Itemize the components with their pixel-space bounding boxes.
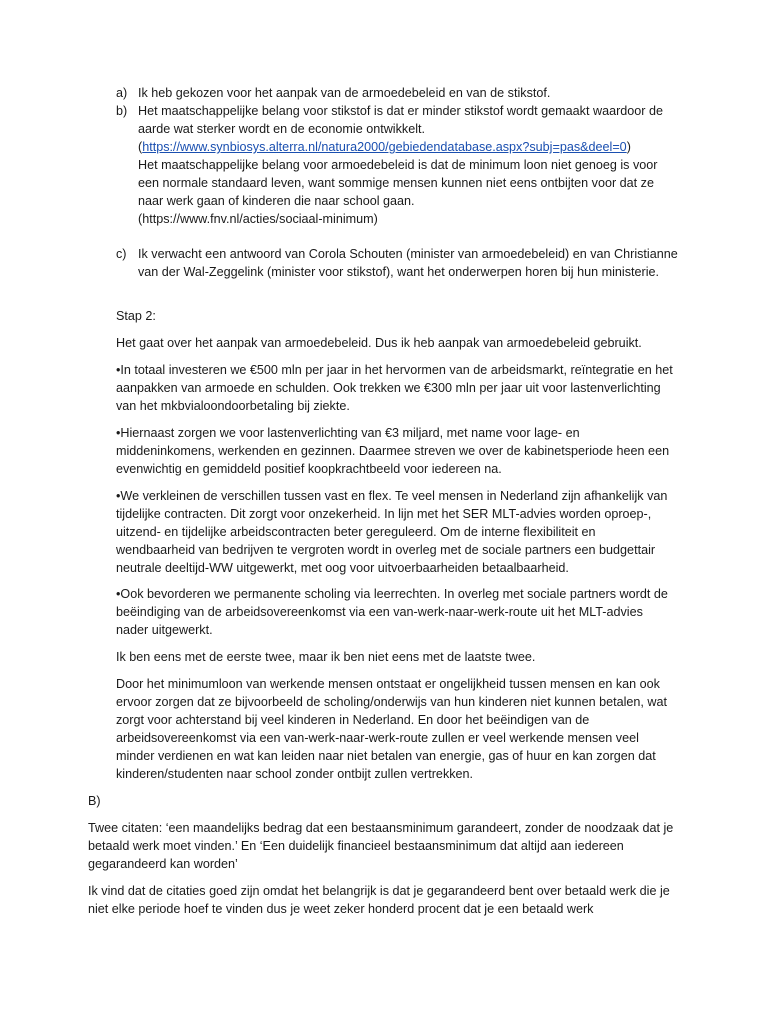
- choice-text: Ik heb gekozen voor het aanpak van de armoedebeleid en van de stikstof.: [138, 86, 551, 100]
- list-body-b: [138, 102, 678, 228]
- stikstof-importance-text: Het maatschappelijke belang voor stikstof is dat er minder stikstof wordt gemaakt waardoor de aarde wat sterker wordt en de economie ontwikkelt.: [138, 104, 663, 136]
- quotes-text: Twee citaten: ‘een maandelijks bedrag dat een bestaansminimum garandeert, zonder de noodzaak dat je betaald werk moet vinden.’ En ‘Een duidelijk financieel bestaansminimum dat altijd aan iedereen gegarandeerd kan worden’: [88, 821, 674, 871]
- stap2-heading: Stap 2:: [116, 309, 156, 323]
- bullet-lastenverlichting: •Hiernaast zorgen we voor lastenverlichting van €3 miljard, met name voor lage- en middeninkomens, werkenden en gezinnen. Daarmee streven we over de kabinetsperiode heen een evenwichtig en gemiddeld positief koopkrachtbeeld voor iedereen na.: [116, 426, 670, 476]
- bullet-scholing: •Ook bevorderen we permanente scholing via leerrechten. In overleg met sociale partners wordt de beëindiging van de arbeidsovereenkomst via een van-werk-naar-werk-route uit het MLT-advies nader uitgewerkt.: [116, 587, 668, 637]
- list-marker-b: b): [116, 104, 128, 118]
- link-open-paren: (: [138, 140, 143, 154]
- armoede-importance-text: Het maatschappelijke belang voor armoedebeleid is dat de minimum loon niet genoeg is voor een normale standaard leven, want sommige mensen kunnen niet eens ontbijten voor dat ze naar werk gaan of kinderen die naar school gaan.: [138, 158, 658, 208]
- link-close-paren: ): [626, 140, 631, 154]
- list-body-c: [138, 245, 678, 281]
- synbiosys-link[interactable]: https://www.synbiosys.alterra.nl/natura2000/gebiedendatabase.aspx?subj=pas&deel=0: [142, 140, 627, 154]
- section-b-heading: B): [88, 794, 101, 808]
- opinion-text: Ik ben eens met de eerste twee, maar ik ben niet eens met de laatste twee.: [116, 650, 536, 664]
- list-marker-c: c): [116, 247, 127, 261]
- bullet-vast-flex: •We verkleinen de verschillen tussen vast en flex. Te veel mensen in Nederland zijn afhankelijk van tijdelijke contracten. Dit zorgt voor onzekerheid. In lijn met het SER MLT-advies worden oproep-, uitzend- en tijdelijke arbeidscontracten beter gereguleerd. Om de interne flexibiliteit en wendbaarheid van bedrijven te vergroten wordt in overleg met de sociale partners een budgettair neutrale deeltijd-WW uitgewerkt, met oog voor uitvoerbaarheiden betaalbaarheid.: [116, 489, 668, 575]
- fnv-source-text: (https://www.fnv.nl/acties/sociaal-minimum): [138, 212, 378, 226]
- stikstof-source-line: [138, 138, 678, 156]
- list-marker-a: a): [116, 86, 128, 100]
- expected-answer-text: Ik verwacht een antwoord van Corola Schouten (minister van armoedebeleid) en van Christianne van der Wal-Zeggelink (minister voor stikstof), want het onderwerpen horen bij hun ministerie.: [138, 247, 678, 279]
- list-body-a: [138, 84, 678, 102]
- bullet-investment: •In totaal investeren we €500 mln per jaar in het hervormen van de arbeidsmarkt, reïntegratie en het aanpakken van armoede en schulden. Ook trekken we €300 mln per jaar uit voor lastenverlichting van het mkbvialoondoorbetaling bij ziekte.: [116, 363, 673, 413]
- conclusion-text: Ik vind dat de citaties goed zijn omdat het belangrijk is dat je gegarandeerd bent over betaald werk die je niet elke periode hoef te vinden dus je weet zeker honderd procent dat je een betaald werk: [88, 884, 670, 916]
- stap2-intro: Het gaat over het aanpak van armoedebeleid. Dus ik heb aanpak van armoedebeleid gebruikt.: [116, 336, 642, 350]
- explanation-text: Door het minimumloon van werkende mensen ontstaat er ongelijkheid tussen mensen en kan ook ervoor zorgen dat ze bijvoorbeeld de scholing/onderwijs van hun kinderen niet kunnen betalen, wat zorgt voor achterstand bij veel kinderen in Nederland. En door het beëindigen van de arbeidsovereenkomst via een van-werk-naar-werk-route zullen er veel werkende mensen veel minder verdienen en wat kan leiden naar niet betalen van energie, gas of huur en kan zorgen dat kinderen/studenten naar school zonder ontbijt zullen vertrekken.: [116, 677, 667, 781]
